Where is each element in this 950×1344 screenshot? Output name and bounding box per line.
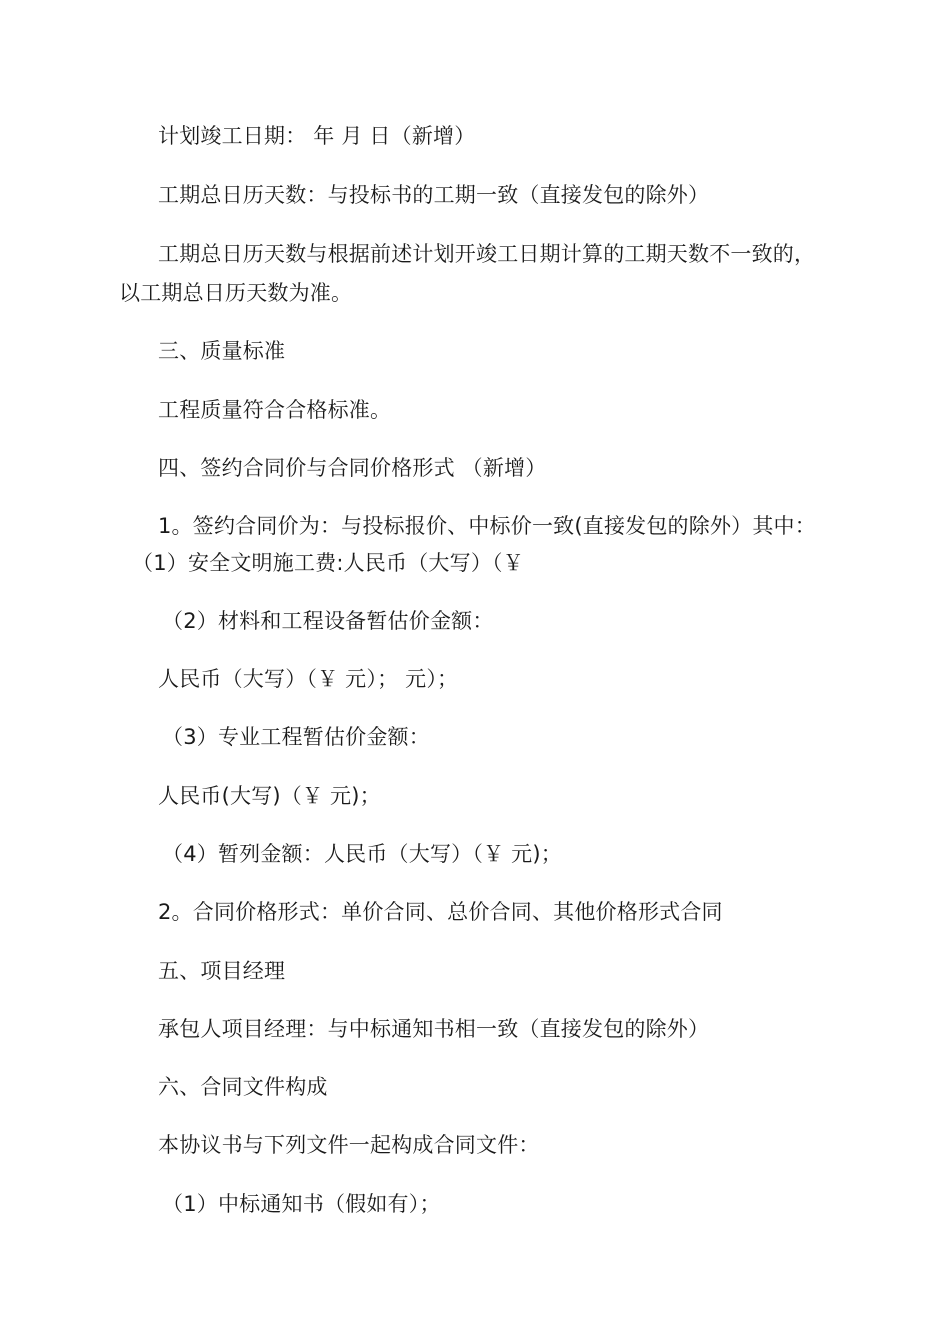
section-heading-contract-documents: 六、合同文件构成	[158, 1075, 328, 1099]
section-heading-contract-price: 四、签约合同价与合同价格形式 （新增）	[158, 456, 547, 480]
contract-documents-intro-line: 本协议书与下列文件一起构成合同文件：	[158, 1133, 540, 1157]
section-heading-project-manager: 五、项目经理	[158, 959, 286, 983]
section-heading-quality: 三、质量标准	[158, 339, 286, 363]
professional-estimate-line: （3）专业工程暂估价金额：	[162, 725, 430, 749]
contract-price-form-line: 2。合同价格形式：单价合同、总价合同、其他价格形式合同	[158, 900, 723, 924]
material-estimate-amount-line: 人民币（大写）（￥ 元）； 元）；	[158, 667, 459, 691]
contract-price-line: 1。签约合同价为：与投标报价、中标价一致(直接发包的除外）其中：	[158, 514, 816, 538]
award-notice-line: （1）中标通知书（假如有）；	[162, 1192, 441, 1216]
planned-completion-date-line: 计划竣工日期： 年 月 日（新增）	[158, 124, 476, 148]
duration-discrepancy-line: 工期总日历天数与根据前述计划开竣工日期计算的工期天数不一致的，	[158, 242, 816, 266]
duration-discrepancy-line-continued: 以工期总日历天数为准。	[119, 281, 353, 305]
material-estimate-line: （2）材料和工程设备暂估价金额：	[162, 609, 494, 633]
project-manager-line: 承包人项目经理：与中标通知书相一致（直接发包的除外）	[158, 1017, 710, 1041]
professional-estimate-amount-line: 人民币(大写)（￥ 元)；	[158, 784, 381, 808]
safety-fee-line: （1）安全文明施工费:人民币（大写）（￥	[132, 551, 524, 575]
total-duration-line: 工期总日历天数：与投标书的工期一致（直接发包的除外）	[158, 183, 710, 207]
quality-standard-line: 工程质量符合合格标准。	[158, 398, 392, 422]
provisional-sum-line: （4）暂列金额：人民币（大写）（￥ 元)；	[162, 842, 562, 866]
